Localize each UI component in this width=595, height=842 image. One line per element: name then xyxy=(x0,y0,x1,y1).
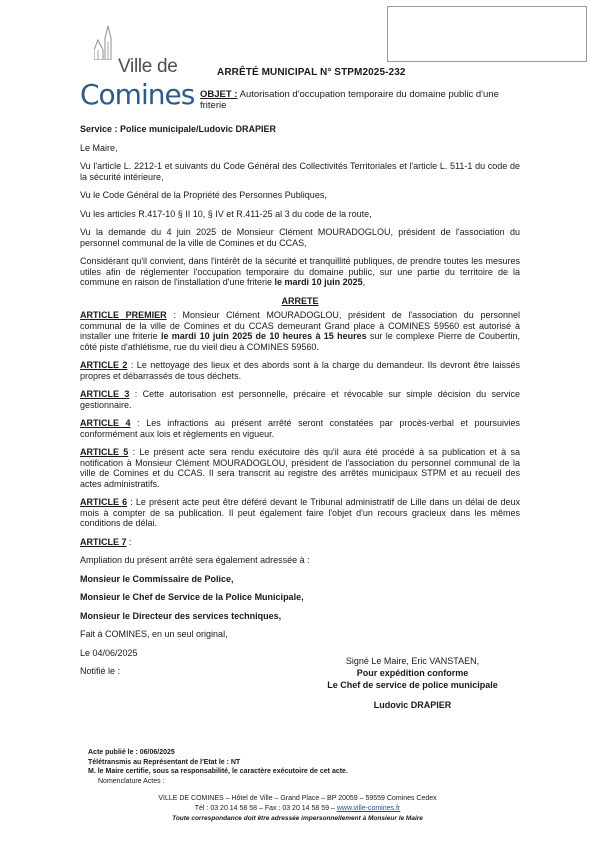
article-3-text: : Cette autorisation est personnelle, précaire et révocable sur simple décision du service gestionnaire. xyxy=(80,389,520,410)
article-2-label: ARTICLE 2 xyxy=(80,360,128,370)
logo xyxy=(80,26,195,112)
logo-comines-text: Comines xyxy=(80,78,195,111)
considerant-text: Considérant qu'il convient, dans l'intérêt de la sécurité et tranquillité publiques, de prendre toutes les mesures utiles afin de réglementer l'occupation temporaire du domaine public, sur une partie du territoire de la commune en raison de l'installation d'une friterie xyxy=(80,256,520,287)
considerant-date: le mardi 10 juin 2025 xyxy=(274,277,363,287)
correspondence-note: Toute correspondance doit être adressée impersonnellement à Monsieur le Maire xyxy=(172,815,423,822)
article-1 xyxy=(80,310,520,352)
logo-ville-text: Ville de xyxy=(118,56,178,77)
considerant xyxy=(80,256,520,288)
article-7-label: ARTICLE 7 xyxy=(80,536,127,547)
vu-1: Vu l'article L. 2212-1 et suivants du Code Général des Collectivités Territoriales et l'article L. 511-1 du code de la sécurité intérieure, xyxy=(80,161,520,182)
article-5-text: : Le présent acte sera rendu exécutoire dès qu'il aura été procédé à sa publication et à sa notification à Monsieur Clément MOURADOGLOU, président de l'association du personnel communal de la ville de Comines et du CCAS. Il sera transcrit au registre des arrêtés municipaux STPM et au recueil des actes administratifs. xyxy=(80,447,520,489)
signature-signe: Signé Le Maire, Eric VANSTAEN, xyxy=(345,656,480,666)
recipient-2: Monsieur le Chef de Service de la Police Municipale, xyxy=(80,592,304,602)
article-6-label: ARTICLE 6 xyxy=(80,497,128,507)
article-1-text: : Monsieur Clément MOURADOGLOU, président de l'association du personnel communal de la ville de Comines et du CCAS demeurant Grand place à COMINES 59560 est autorisé à installer une friterie xyxy=(80,310,520,341)
vu-2: Vu le Code Général de la Propriété des Personnes Publiques, xyxy=(80,190,327,200)
address-line: VILLE DE COMINES – Hôtel de Ville – Grand Place – BP 20059 – 59559 Comines Cedex xyxy=(158,795,437,802)
objet-label: OBJET : xyxy=(200,89,238,100)
article-3-label: ARTICLE 3 xyxy=(80,389,130,399)
signature-expedition: Pour expédition conforme xyxy=(356,668,469,678)
article-2-text: : Le nettoyage des lieux et des abords sont à la charge du demandeur. Ils devront être laissés propres et débarrassés de tous déchets. xyxy=(80,360,520,381)
vu-3: Vu les articles R.417-10 § II 10, § IV et R.411-25 al 3 du code de la route, xyxy=(80,208,372,219)
article-7-text: : xyxy=(126,536,132,547)
considerant-end: , xyxy=(362,277,366,287)
signature-chef: Le Chef de service de police municipale xyxy=(327,680,498,690)
stamp-box xyxy=(387,6,587,62)
footer-address xyxy=(0,794,595,824)
article-2 xyxy=(80,360,520,381)
article-6 xyxy=(80,497,520,529)
phone-fax: Tél : 03 20 14 58 58 – Fax : 03 20 14 58 59 – xyxy=(194,805,337,812)
article-1-date: le mardi 10 juin 2025 de 10 heures à 15 heures xyxy=(160,331,367,341)
recipient-3: Monsieur le Directeur des services techniques, xyxy=(80,610,282,621)
nomenclature: Nomenclature Actes : xyxy=(98,777,165,785)
document-date: Le 04/06/2025 xyxy=(80,647,138,658)
certification: M. le Maire certifie, sous sa responsabilité, le caractère exécutoire de cet acte. xyxy=(88,768,348,775)
article-5 xyxy=(80,447,520,489)
article-7 xyxy=(80,537,520,548)
signature-name: Ludovic DRAPIER xyxy=(373,700,452,710)
recipient-1: Monsieur le Commissaire de Police, xyxy=(80,573,234,584)
article-3 xyxy=(80,389,520,410)
document-title: ARRÊTÉ MUNICIPAL N° STPM2025-232 xyxy=(217,67,406,78)
article-4 xyxy=(80,418,520,439)
teletransmis: Télétransmis au Représentant de l'Etat le : NT xyxy=(88,758,241,766)
objet xyxy=(200,89,500,111)
article-4-label: ARTICLE 4 xyxy=(80,418,131,428)
ampliation: Ampliation du présent arrêté sera également adressée à : xyxy=(80,555,310,565)
article-4-text: : Les infractions au présent arrêté seront constatées par procès-verbal et poursuivies conformément aux lois et règlements en vigueur. xyxy=(80,418,520,439)
article-1-label: ARTICLE PREMIER xyxy=(80,310,167,320)
church-icon xyxy=(94,26,122,60)
signature-block xyxy=(300,655,525,711)
article-5-label: ARTICLE 5 xyxy=(80,447,129,457)
document-body xyxy=(80,124,520,685)
service-line: Service : Police municipale/Ludovic DRAPIER xyxy=(80,124,277,134)
article-1-text-end: sur le complexe Pierre de Coubertin, côté piste d'athlétisme, rue du vieil dieu à COMINES 59560. xyxy=(80,331,520,352)
acte-publie: Acte publié le : 06/06/2025 xyxy=(88,749,175,756)
publication-meta xyxy=(88,748,348,786)
le-maire: Le Maire, xyxy=(80,142,118,153)
fait-a: Fait à COMINES, en un seul original, xyxy=(80,629,228,639)
website-link[interactable]: www.ville-comines.fr xyxy=(336,805,401,812)
vu-4: Vu la demande du 4 juin 2025 de Monsieur Clément MOURADOGLOU, président de l'association du personnel communal de la ville de Comines et du CCAS, xyxy=(80,227,520,248)
article-6-text: : Le présent acte peut être déféré devant le Tribunal administratif de Lille dans un délai de deux mois à compter de sa publication. Il peut également faire l'objet d'un recours gracieux dans les mêmes conditions de délai. xyxy=(80,497,520,528)
arrete-heading: ARRETE xyxy=(281,295,319,306)
contact-line xyxy=(0,804,595,814)
objet-text: Autorisation d'occupation temporaire du domaine public d'une friterie xyxy=(200,89,499,111)
notifie-le: Notifié le : xyxy=(80,666,121,676)
